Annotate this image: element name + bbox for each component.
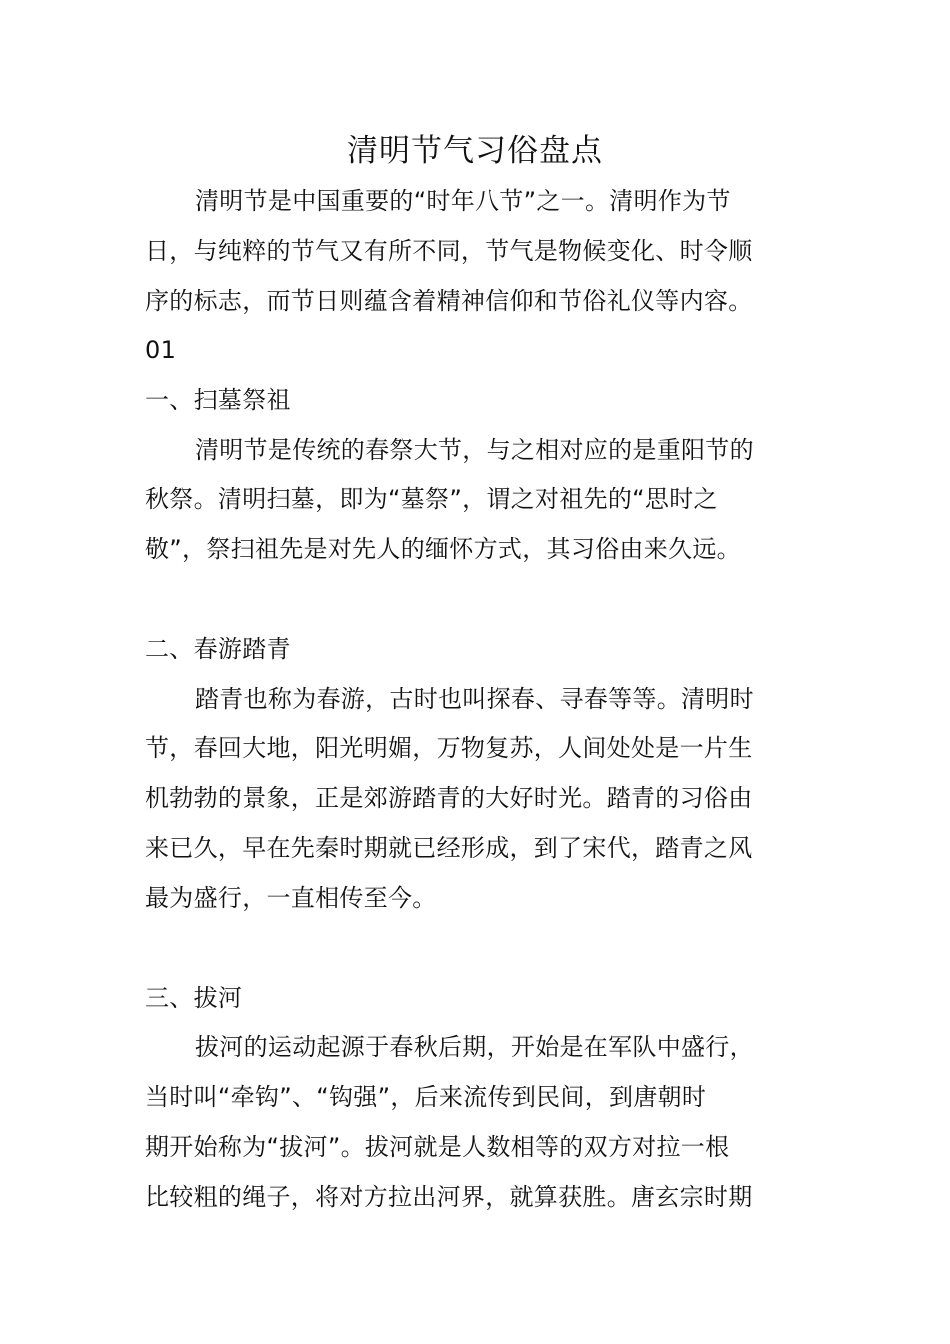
heading-tug-of-war: 三、拔河 (145, 984, 243, 1012)
paragraph-line: 清明节是传统的春祭大节，与之相对应的是重阳节的 (195, 436, 754, 464)
intro-line-2: 日，与纯粹的节气又有所不同，节气是物候变化、时令顺 (145, 237, 753, 265)
paragraph-line: 比较粗的绳子，将对方拉出河界，就算获胜。唐玄宗时期 (145, 1183, 753, 1211)
paragraph-line: 最为盛行，一直相传至今。 (145, 884, 437, 912)
intro-line-1: 清明节是中国重要的“时年八节”之一。清明作为节 (195, 187, 731, 215)
document-title: 清明节气习俗盘点 (347, 133, 603, 169)
paragraph-line: 期开始称为“拔河”。拔河就是人数相等的双方对拉一根 (145, 1133, 730, 1161)
paragraph-line: 踏青也称为春游，古时也叫探春、寻春等等。清明时 (195, 685, 754, 713)
paragraph-line: 节，春回大地，阳光明媚，万物复苏，人间处处是一片生 (145, 734, 753, 762)
paragraph-line: 来已久，早在先秦时期就已经形成，到了宋代，踏青之风 (145, 834, 753, 862)
heading-tomb-sweeping: 一、扫墓祭祖 (145, 386, 291, 414)
paragraph-line: 当时叫“牵钩”、“钩强”，后来流传到民间，到唐朝时 (145, 1083, 707, 1111)
paragraph-line: 敬”，祭扫祖先是对先人的缅怀方式，其习俗由来久远。 (145, 535, 741, 563)
paragraph-line: 机勃勃的景象，正是郊游踏青的大好时光。踏青的习俗由 (145, 784, 753, 812)
paragraph-line: 秋祭。清明扫墓，即为“墓祭”，谓之对祖先的“思时之 (145, 485, 718, 513)
paragraph-line: 拔河的运动起源于春秋后期，开始是在军队中盛行， (195, 1033, 754, 1061)
intro-line-3: 序的标志，而节日则蕴含着精神信仰和节俗礼仪等内容。 (145, 287, 753, 315)
heading-spring-outing: 二、春游踏青 (145, 635, 291, 663)
section-number: 01 (145, 336, 177, 364)
